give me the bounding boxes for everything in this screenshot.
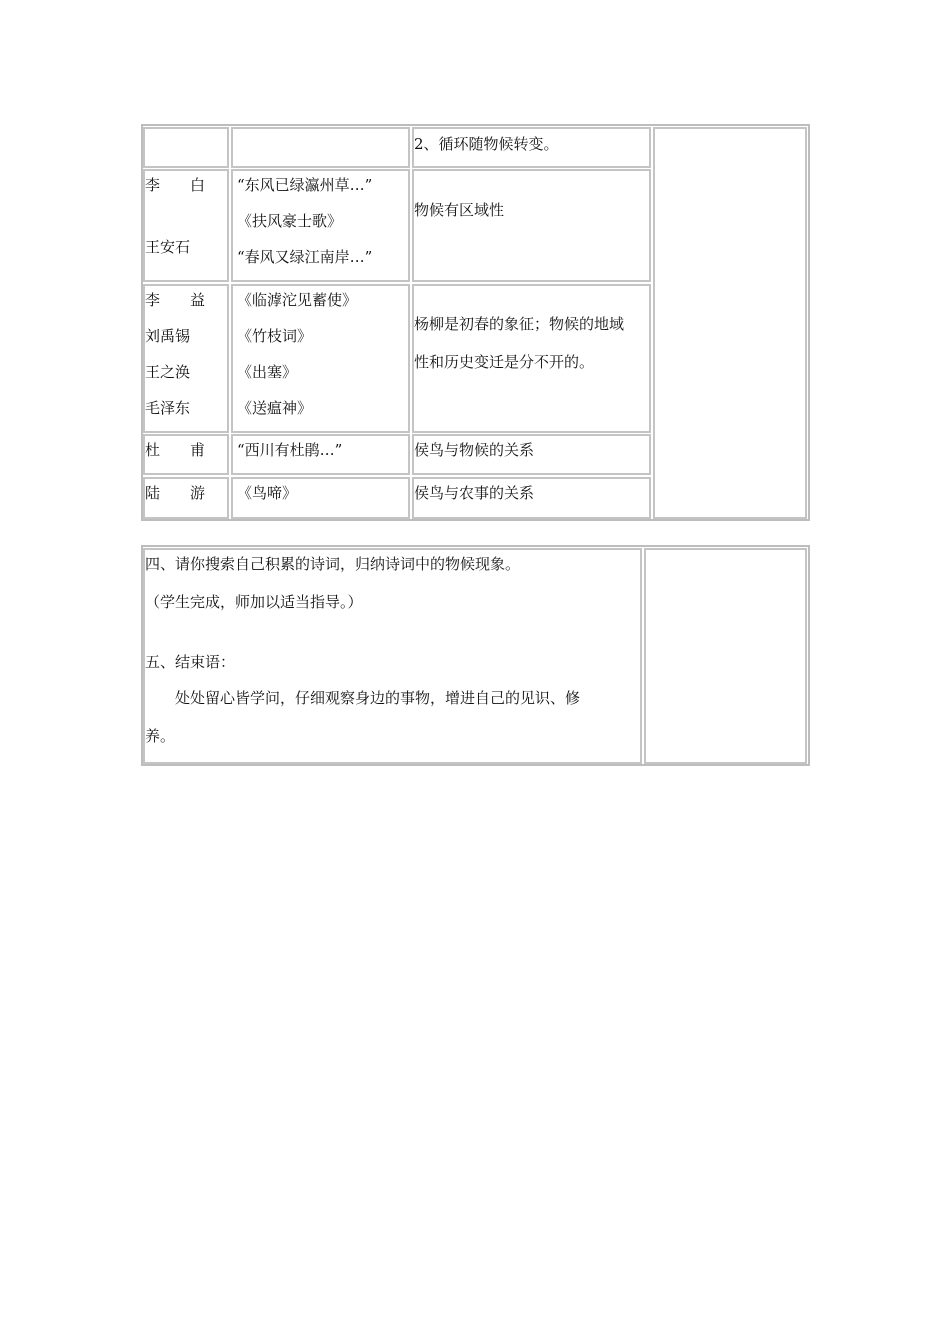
table-row-2-author-cell: [143, 169, 229, 282]
table-row-2-work-2: 《扶风豪士歌》: [237, 212, 343, 230]
table-row-5-work-1: 《鸟啼》: [237, 484, 298, 502]
table-row-3-note-line-2: 性和历史变迁是分不开的。: [414, 353, 595, 371]
table-row-3-work-cell: [231, 284, 410, 433]
closing-paragraph-line-1: 处处留心皆学问，仔细观察身边的事物，增进自己的见识、修: [145, 689, 581, 707]
table-row-3-work-1: 《临滹沱见蓄使》: [237, 291, 358, 309]
table-row-3-author-1: 李 益: [145, 291, 206, 309]
table-row-3-author-4: 毛泽东: [145, 399, 191, 417]
table-row-4-note-line-1: 侯鸟与物候的关系: [414, 441, 535, 459]
table-row-3-author-3: 王之涣: [145, 363, 191, 381]
activity-content-cell: [143, 548, 642, 764]
table-row-3-work-3: 《出塞》: [237, 363, 298, 381]
table-row-3-author-2: 刘禹锡: [145, 327, 191, 345]
table-row-3-note-cell: [412, 284, 651, 433]
table-row-2-work-3: “春风又绿江南岸…”: [237, 248, 373, 266]
table-row-5-author-1: 陆 游: [145, 484, 206, 502]
table-row-4-work-1: “西川有杜鹃…”: [237, 441, 343, 459]
table-row-1-author-cell: [143, 127, 229, 168]
table-row-2-note-line-1: 物候有区域性: [414, 201, 505, 219]
table-row-1-work-cell: [231, 127, 410, 168]
activity-remarks-cell: [644, 548, 807, 764]
table-row-3-author-cell: [143, 284, 229, 433]
table-row-1-note-line-1: 2、循环随物候转变。: [414, 135, 559, 153]
section-four-note: （学生完成，师加以适当指导。）: [145, 593, 363, 611]
table-row-2-work-cell: [231, 169, 410, 282]
table-row-2-work-1: “东风已绿瀛州草…”: [237, 176, 373, 194]
table-row-5-note-cell: [412, 477, 651, 519]
table-row-2-note-cell: [412, 169, 651, 282]
table-row-5-work-cell: [231, 477, 410, 519]
table-row-4-note-cell: [412, 434, 651, 475]
table-row-4-author-cell: [143, 434, 229, 475]
table-row-4-work-cell: [231, 434, 410, 475]
table-row-1-note-cell: [412, 127, 651, 168]
table-row-5-note-line-1: 侯鸟与农事的关系: [414, 484, 535, 502]
table-row-2-author-1: 李 白: [145, 176, 206, 194]
table-row-3-work-2: 《竹枝词》: [237, 327, 313, 345]
table-row-3-note-line-1: 杨柳是初春的象征；物候的地域: [414, 315, 625, 333]
table-row-3-work-4: 《送瘟神》: [237, 399, 313, 417]
section-four-heading: 四、请你搜索自己积累的诗词，归纳诗词中的物候现象。: [145, 555, 521, 573]
table-row-4-author-1: 杜 甫: [145, 441, 206, 459]
section-five-heading: 五、结束语：: [145, 653, 236, 671]
table-row-2-author-2: 王安石: [145, 238, 191, 256]
table1-remarks-cell: [653, 127, 807, 519]
closing-paragraph-line-2: 养。: [145, 727, 176, 745]
table-row-5-author-cell: [143, 477, 229, 519]
